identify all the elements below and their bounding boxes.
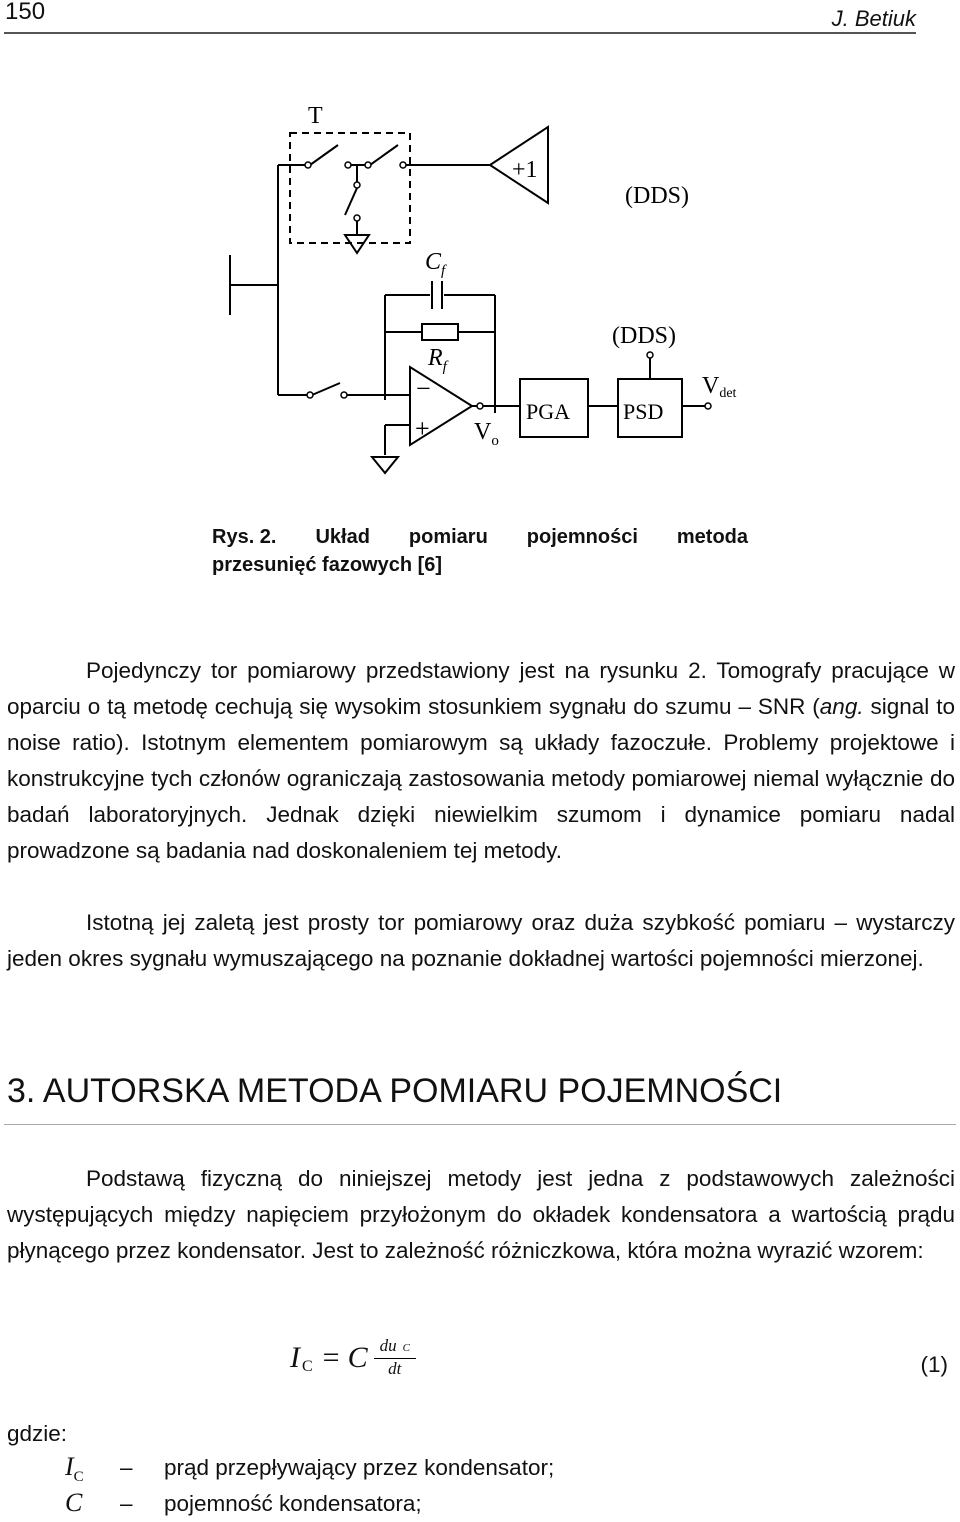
- caption-line-2: przesunięć fazowych [6]: [212, 554, 443, 576]
- label-buffer-gain: +1: [512, 157, 538, 183]
- caption-word: Układ: [315, 526, 370, 548]
- figure-caption: [212, 523, 748, 579]
- label-vo: $V_o$: [474, 419, 499, 449]
- definition-ic: $I_C$ – prąd przepływający przez kondensator;: [65, 1452, 555, 1486]
- definition-c: C – pojemność kondensatora;: [65, 1488, 422, 1517]
- caption-line-1: [212, 523, 748, 551]
- label-rf: $R_f$: [428, 345, 447, 375]
- paragraph-1: Pojedynczy tor pomiarowy przedstawiony jest na rysunku 2. Tomografy pracujące w oparciu o tą metodę cechują się wysokim stosunkiem sygnału do szumu – SNR (ang. signal to noise ratio). Istotnym elementem pomiarowym są układy fazoczułe. Problemy projektowe i konstrukcyjne tych członów ograniczają zastosowania metody pomiarowej niemal wyłącznie do badań laboratoryjnych. Jednak dzięki niewielkim szumom i dynamice pomiaru nadal prowadzone są badania nad doskonaleniem tej metody.: [7, 658, 955, 863]
- running-author: J. Betiuk: [831, 6, 916, 31]
- caption-word: pomiaru: [408, 526, 488, 548]
- page-header: [0, 0, 960, 34]
- switch-1: [310, 145, 338, 165]
- section-heading: 3. AUTORSKA METODA POMIARU POJEMNOŚCI: [7, 1072, 783, 1110]
- label-inverting-input: −: [416, 374, 431, 403]
- label-dds-1: (DDS): [625, 183, 689, 209]
- label-psd: PSD: [623, 399, 664, 424]
- label-t: T: [308, 103, 323, 129]
- label-pga: PGA: [526, 399, 571, 424]
- rf-resistor: [422, 324, 458, 340]
- switch-3: [345, 188, 357, 215]
- caption-word: metoda: [676, 526, 748, 548]
- label-cf: $C_f$: [425, 249, 446, 279]
- equation-1: I C = C $\frac{\text{du C}}{dt}$: [290, 1336, 416, 1379]
- ground-opamp: [372, 457, 398, 473]
- caption-figure-number: Rys. 2.: [212, 526, 277, 548]
- label-vdet: Vdet: [702, 373, 737, 401]
- paragraph-2: Istotną jej zaletą jest prosty tor pomiarowy oraz duża szybkość pomiaru – wystarczy jeden okres sygnału wymuszającego na poznanie dokładnej wartości pojemności mierzonej.: [7, 910, 955, 971]
- equation-number: (1): [920, 1352, 948, 1377]
- caption-word: pojemności: [526, 526, 638, 548]
- label-dds-2: (DDS): [612, 323, 676, 349]
- header-rule: [4, 32, 916, 34]
- paragraph-3: Podstawą fizyczną do niniejszej metody jest jedna z podstawowych zależności występujących między napięciem przyłożonym do okładek kondensatora a wartością prądu płynącego przez kondensator. Jest to zależność różniczkowa, która można wyrazić wzorem:: [7, 1166, 955, 1263]
- section-rule: [4, 1124, 956, 1125]
- where-label: gdzie:: [7, 1421, 68, 1446]
- label-noninverting-input: +: [415, 414, 430, 443]
- switch-2: [370, 145, 398, 165]
- page-number: 150: [5, 0, 46, 25]
- input-switch: [312, 383, 340, 395]
- derivative-fraction: $\frac{\text{du C}}{dt}$: [374, 1336, 416, 1379]
- circuit-diagram: [220, 75, 760, 495]
